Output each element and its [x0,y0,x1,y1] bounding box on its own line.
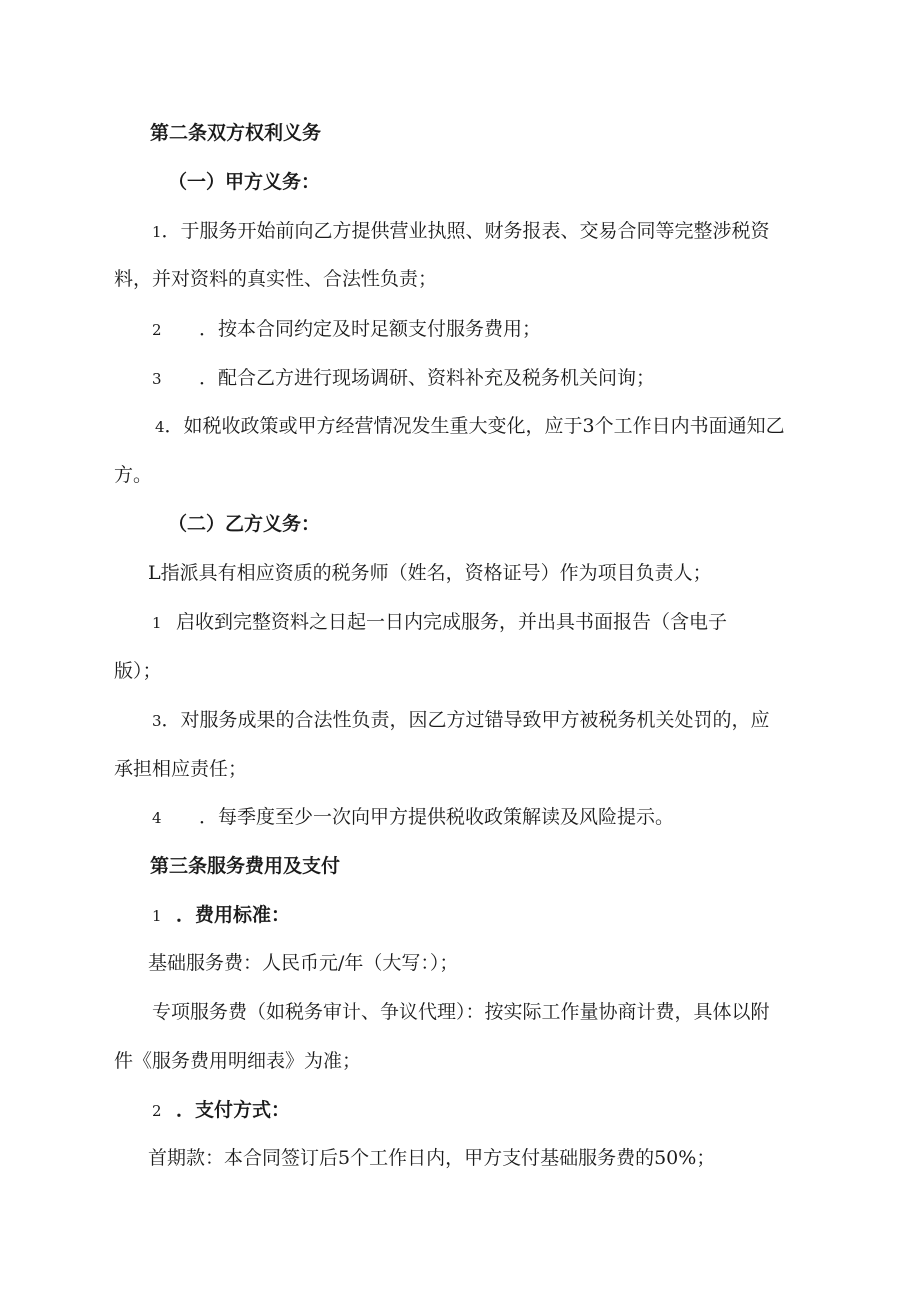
party-b-item-3 [152,708,770,733]
article2-heading: 第二条双方权利义务 [150,122,322,144]
item-text: ．每季度至少一次向甲方提供税收政策解读及风险提示。 [199,806,675,828]
item-text: ．支付方式： [176,1099,291,1121]
party-a-item-3 [152,366,655,391]
item-text: ．于服务开始前向乙方提供营业执照、财务报表、交易合同等完整涉税资 [161,220,770,242]
party-b-item-1: L指派具有相应资质的税务师（姓名，资格证号）作为项目负责人； [148,562,712,584]
party-b-heading: （二）乙方义务： [168,513,321,535]
item-number: 4 [155,418,165,436]
first-payment: 首期款：本合同签订后5个工作日内，甲方支付基础服务费的50%； [148,1147,716,1169]
item-text: ．费用标准： [176,904,291,926]
item-text: ．如税收政策或甲方经营情况发生重大变化，应于3个工作日内书面通知乙 [164,415,785,437]
item-number: 3 [152,370,162,388]
item-text: ．按本合同约定及时足额支付服务费用； [199,318,542,340]
item-number: 1 [152,614,162,632]
party-b-item-3-continued: 承担相应责任； [114,758,248,780]
item-number: 2 [152,1102,162,1120]
special-service-fee-continued: 件《服务费用明细表》为准； [114,1050,362,1072]
item-number: 3 [152,712,162,730]
party-b-item-4 [152,805,674,830]
item-text: ．对服务成果的合法性负责，因乙方过错导致甲方被税务机关处罚的，应 [161,709,770,731]
special-service-fee: 专项服务费（如税务审计、争议代理）：按实际工作量协商计费，具体以附 [152,1001,770,1023]
party-a-item-2 [152,317,541,342]
item-number: 1 [152,223,162,241]
item-number: 2 [152,321,162,339]
party-a-item-4-continued: 方。 [114,464,153,486]
item-text: 启收到完整资料之日起一日内完成服务，并出具书面报告（含电子 [176,611,728,633]
payment-method-heading [152,1098,290,1123]
party-a-item-1-continued: 料，并对资料的真实性、合法性负责； [114,268,438,290]
item-number: 4 [152,809,162,827]
party-b-item-2 [152,610,727,635]
fee-standard-heading [152,903,290,928]
party-b-item-2-continued: 版）； [114,660,162,682]
item-text: ．配合乙方进行现场调研、资料补充及税务机关问询； [199,367,656,389]
party-a-item-4 [155,414,785,439]
article3-heading: 第三条服务费用及支付 [150,855,341,877]
base-service-fee: 基础服务费：人民币元/年（大写：）； [148,952,459,974]
party-a-item-1 [152,219,770,244]
item-number: 1 [152,907,162,925]
party-a-heading: （一）甲方义务： [168,171,321,193]
